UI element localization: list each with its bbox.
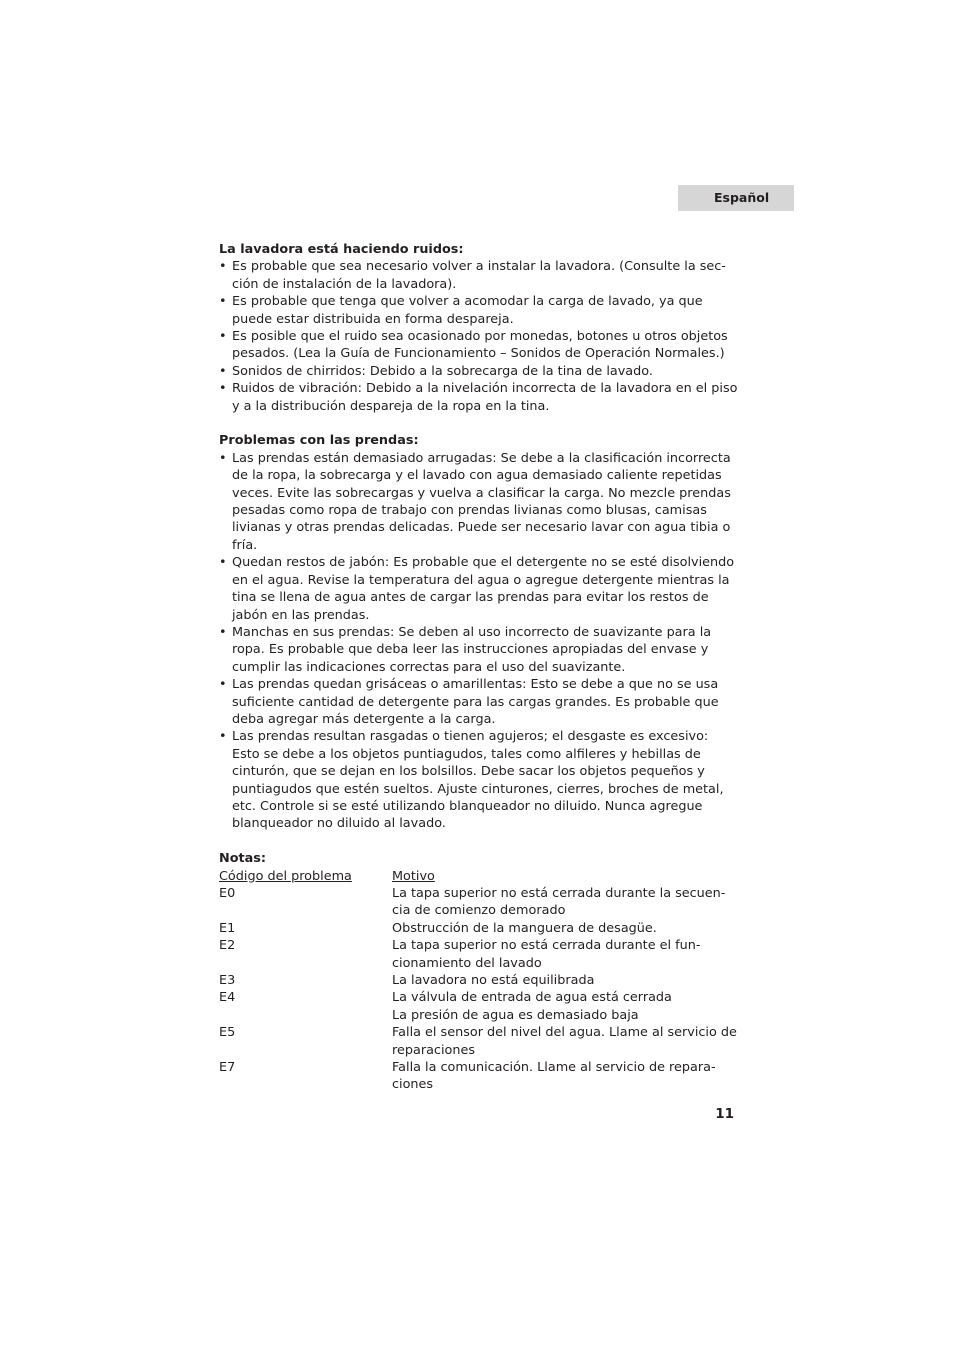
error-reason: La presión de agua es demasiado baja: [392, 1007, 639, 1023]
list-item: • Las prendas están demasiado arrugadas: Se debe a la clasificación incorrecta de la ropa, la sobrecarga y el lavado con agua demasiado caliente repetidas veces. Evite las sobrecargas y vuelva a clasificar la carga. No mezcle prendas pesadas como ropa de trabajo con prendas livianas como blusas, camisas livianas y otras prendas delicadas. Puede ser necesario lavar con agua tibia o fría.: [219, 450, 739, 554]
column-header-reason: Motivo: [392, 868, 435, 884]
spacer: [219, 415, 739, 432]
language-tab: Español: [678, 185, 794, 211]
spacer: [219, 833, 739, 850]
error-reason: Falla la comunicación. Llame al servicio de repara- ciones: [392, 1060, 716, 1093]
garments-section-title: Problemas con las prendas:: [219, 433, 419, 449]
noise-section-title: La lavadora está haciendo ruidos:: [219, 242, 464, 257]
list-item: • Quedan restos de jabón: Es probable que el detergente no se esté disolviendo en el agua. Revise la temperatura del agua o agregue detergente mientras la tina se llena de agua antes de cargar las prendas para evitar los restos de jabón en las prendas.: [219, 554, 739, 624]
error-code-table: [219, 868, 739, 1094]
error-code: E5: [219, 1025, 236, 1041]
notes-section-title: Notas:: [219, 851, 266, 867]
page-number: 11: [715, 1106, 734, 1122]
error-reason: Falla el sensor del nivel del agua. Llame al servicio de reparaciones: [392, 1025, 737, 1058]
error-reason: La tapa superior no está cerrada durante la secuen- cia de comienzo demorado: [392, 886, 726, 919]
error-code: E2: [219, 938, 236, 954]
list-item: • Las prendas quedan grisáceas o amarillentas: Esto se debe a que no se usa suficiente cantidad de detergente para las cargas grandes. Es probable que deba agregar más detergente a la carga.: [219, 676, 739, 728]
error-reason: La válvula de entrada de agua está cerrada: [392, 990, 672, 1006]
error-reason: La lavadora no está equilibrada: [392, 973, 595, 989]
error-code: E3: [219, 973, 236, 989]
list-item: • Es probable que sea necesario volver a instalar la lavadora. (Consulte la sec- ción de instalación de la lavadora).: [219, 258, 739, 293]
column-header-code: Código del problema: [219, 868, 352, 884]
error-code: [219, 1007, 392, 1024]
page-content: [219, 241, 739, 1094]
list-item: • Es posible que el ruido sea ocasionado por monedas, botones u otros objetos pesados. (Lea la Guía de Funcionamiento – Sonidos de Operación Normales.): [219, 328, 739, 363]
list-item: • Manchas en sus prendas: Se deben al uso incorrecto de suavizante para la ropa. Es probable que deba leer las instrucciones apropiadas del envase y cumplir las indicaciones correctas para el uso del suavizante.: [219, 624, 739, 676]
error-reason: Obstrucción de la manguera de desagüe.: [392, 920, 657, 936]
list-item: • Sonidos de chirridos: Debido a la sobrecarga de la tina de lavado.: [219, 363, 739, 380]
error-code: E0: [219, 886, 236, 901]
error-reason: La tapa superior no está cerrada durante el fun- cionamiento del lavado: [392, 938, 701, 971]
garments-list: [219, 450, 739, 833]
list-item: • Es probable que tenga que volver a acomodar la carga de lavado, ya que puede estar distribuida en forma despareja.: [219, 293, 739, 328]
error-code: E4: [219, 990, 236, 1006]
noise-list: [219, 258, 739, 415]
error-code: E1: [219, 920, 236, 936]
list-item: • Ruidos de vibración: Debido a la nivelación incorrecta de la lavadora en el piso y a la distribución despareja de la ropa en la tina.: [219, 380, 739, 415]
list-item: • Las prendas resultan rasgadas o tienen agujeros; el desgaste es excesivo: Esto se debe a los objetos puntiagudos, tales como alfileres y hebillas de cinturón, que se dejan en los bolsillos. Debe sacar los objetos pequeños y puntiagudos que estén sueltos. Ajuste cinturones, cierres, broches de metal, etc. Controle si se esté utilizando blanqueador no diluido. Nunca agregue blanqueador no diluido al lavado.: [219, 728, 739, 832]
error-code: E7: [219, 1060, 236, 1076]
